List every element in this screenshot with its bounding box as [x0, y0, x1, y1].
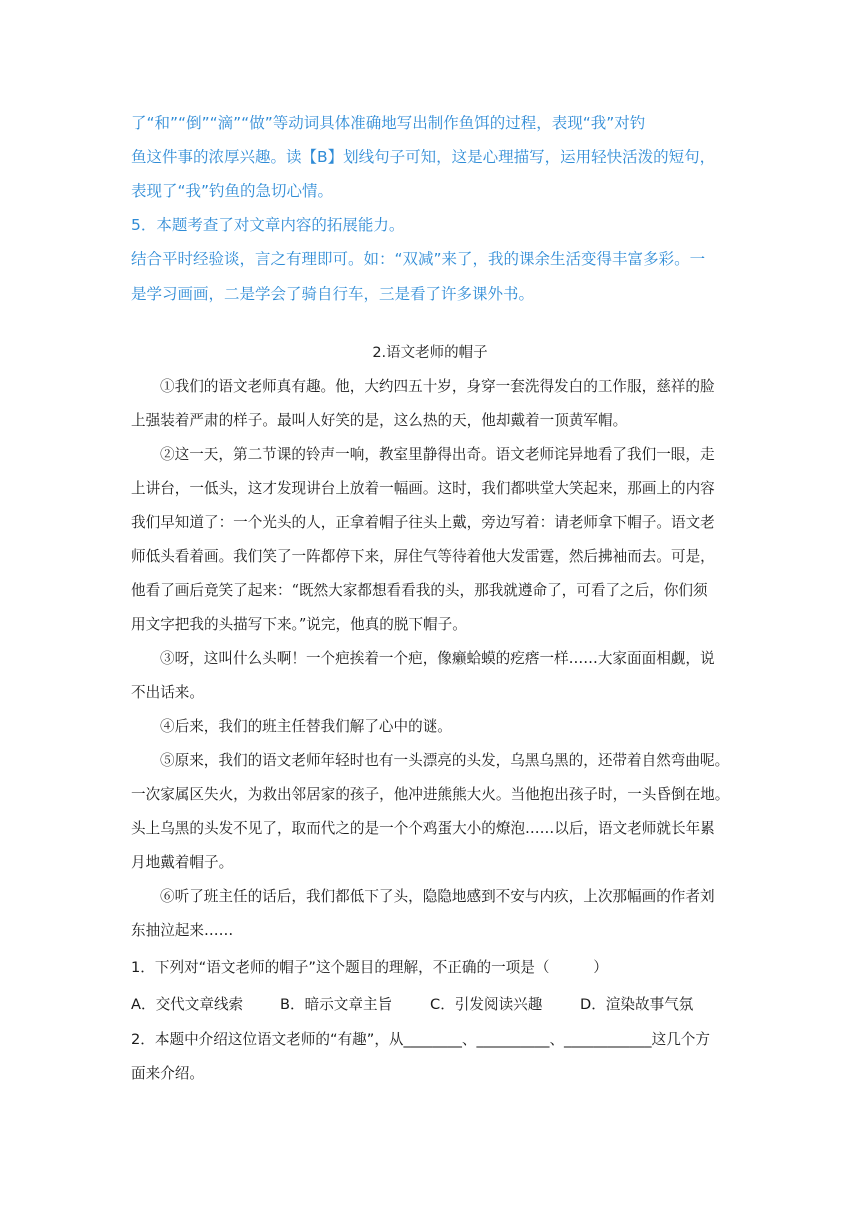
option-b: B．暗示文章主旨 [280, 996, 393, 1013]
answer-line: 表现了“我”钓鱼的急切心情。 [131, 182, 334, 200]
option-d: D．渲染故事气氛 [580, 996, 694, 1013]
paragraph-line: ④后来，我们的班主任替我们解了心中的谜。 [160, 718, 452, 735]
paragraph-line: 我们早知道了：一个光头的人，正拿着帽子往头上戴，旁边写着：请老师拿下帽子。语文老 [131, 514, 715, 531]
paragraph-line: ①我们的语文老师真有趣。他，大约四五十岁，身穿一套洗得发白的工作服，慈祥的脸 [160, 378, 715, 395]
paragraph-line: ②这一天，第二节课的铃声一响，教室里静得出奇。语文老师诧异地看了我们一眼，走 [160, 446, 715, 463]
paragraph-line: 师低头看着画。我们笑了一阵都停下来，屏住气等待着他大发雷霆，然后拂袖而去。可是， [131, 548, 715, 565]
option-a: A．交代文章线索 [131, 996, 244, 1013]
paragraph-line: 月地戴着帽子。 [131, 854, 234, 871]
answer-line: 是学习画画，二是学会了骑自行车，三是看了许多课外书。 [131, 285, 535, 303]
paragraph-line: 上讲台，一低头，这才发现讲台上放着一幅画。这时，我们都哄堂大笑起来，那画上的内容 [131, 480, 715, 497]
paragraph-line: 东抽泣起来…… [131, 922, 234, 939]
paragraph-line: 他看了画后竟笑了起来：“既然大家都想看看我的头，那我就遵命了，可看了之后，你们须 [131, 582, 708, 599]
question-2-continued: 面来介绍。 [131, 1065, 204, 1082]
passage-title: 2.语文老师的帽子 [372, 345, 488, 361]
paragraph-line: 一次家属区失火，为救出邻居家的孩子，他冲进熊熊大火。当他抱出孩子时，一头昏倒在地。 [131, 786, 730, 803]
paragraph-line: 不出话来。 [131, 684, 204, 701]
question-2: 2．本题中介绍这位语文老师的“有趣”，从________、__________、____________这几个方 [131, 1031, 710, 1048]
question-1: 1．下列对“语文老师的帽子”这个题目的理解，不正确的一项是（ ） [131, 959, 608, 976]
paragraph-line: ③呀，这叫什么头啊！一个疤挨着一个疤，像癞蛤蟆的疙瘩一样……大家面面相觑，说 [160, 650, 715, 667]
answer-line: 5．本题考查了对文章内容的拓展能力。 [131, 216, 405, 234]
paragraph-line: 上强装着严肃的样子。最叫人好笑的是，这么热的天，他却戴着一顶黄军帽。 [131, 412, 628, 429]
answer-line: 结合平时经验谈，言之有理即可。如：“双减”来了，我的课余生活变得丰富多彩。一 [131, 250, 706, 268]
paragraph-line: ⑥听了班主任的话后，我们都低下了头，隐隐地感到不安与内疚，上次那幅画的作者刘 [160, 888, 715, 905]
answer-line: 了“和”“倒”“滴”“做”等动词具体准确地写出制作鱼饵的过程，表现“我”对钓 [131, 114, 646, 132]
paragraph-line: 用文字把我的头描写下来。”说完，他真的脱下帽子。 [131, 616, 467, 633]
paragraph-line: 头上乌黑的头发不见了，取而代之的是一个个鸡蛋大小的燎泡……以后，语文老师就长年累 [131, 820, 715, 837]
option-c: C．引发阅读兴趣 [430, 996, 543, 1013]
paragraph-line: ⑤原来，我们的语文老师年轻时也有一头漂亮的头发，乌黑乌黑的，还带着自然弯曲呢。 [160, 752, 730, 769]
answer-line: 鱼这件事的浓厚兴趣。读【B】划线句子可知，这是心理描写，运用轻快活泼的短句， [131, 148, 716, 166]
